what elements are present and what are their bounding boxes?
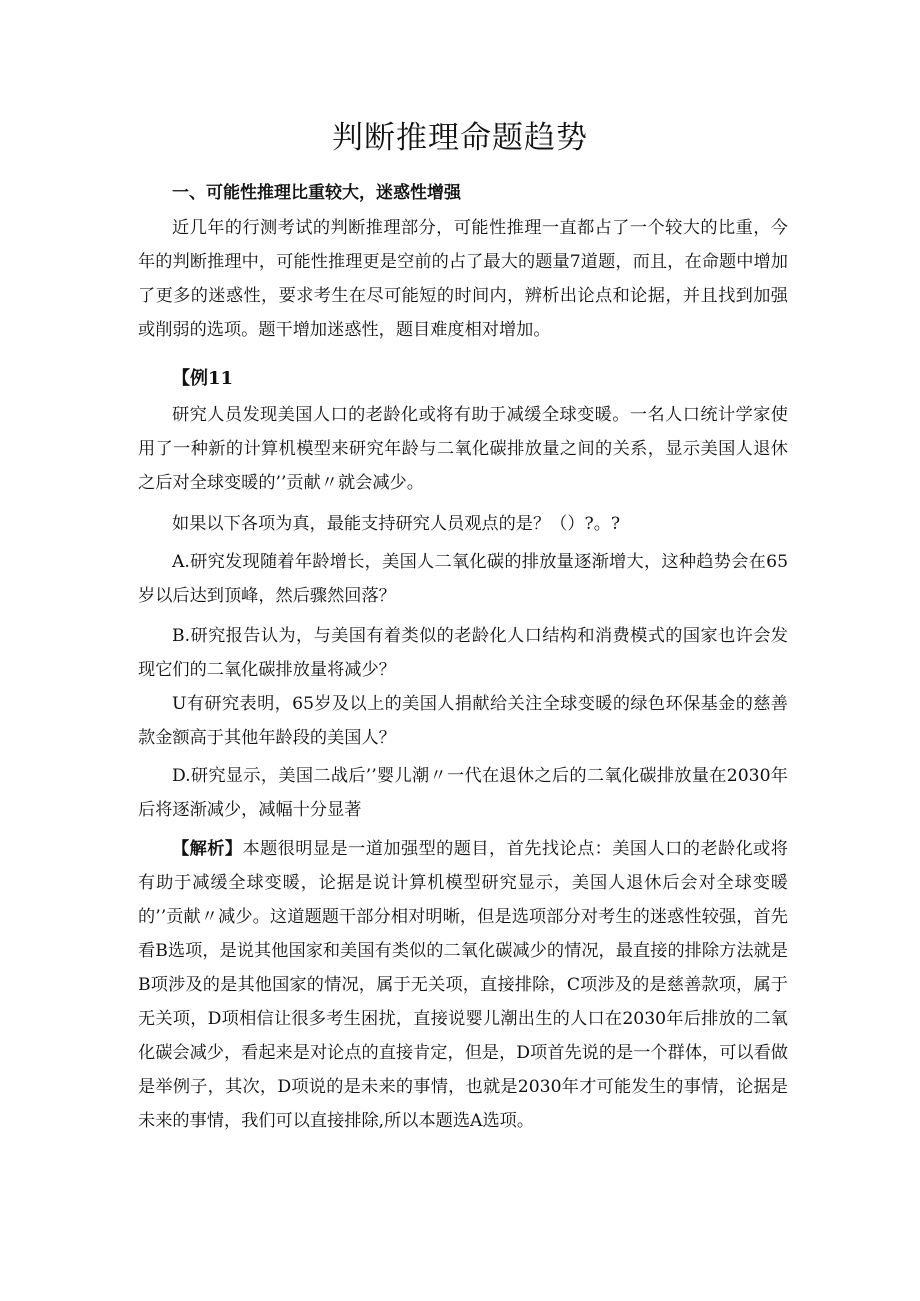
analysis-text: 本题很明显是一道加强型的题目，首先找论点：美国人口的老龄化或将有助于减缓全球变暖，论据是说计算机模型研究显示，美国人退休后会对全球变暖的’’贡献〃减少。这道题题干部分相对明晰，但是选项部分对考生的迷惑性较强，首先看B选项，是说其他国家和美国有类似的二氧化碳减少的情况，最直接的排除方法就是B项涉及的是其他国家的情况，属于无关项，直接排除，C项涉及的是慈善款项，属于无关项，D项相信让很多考生困扰，直接说婴儿潮出生的人口在2030年后排放的二氧化碳会减少，看起来是对论点的直接肯定，但是，D项首先说的是一个群体，可以看做是举例子，其次，D项说的是未来的事情，也就是2030年才可能发生的事情，论据是未来的事情，我们可以直接排除,所以本题选A选项。 [138,839,788,1131]
analysis-paragraph [138,832,788,1138]
analysis-label: 【解析】 [172,839,243,859]
section-heading: 一、可能性推理比重较大，迷惑性增强 [172,183,461,203]
option-b: B.研究报告认为，与美国有着类似的老龄化人口结构和消费模式的国家也许会发现它们的二氧化碳排放量将减少？ [138,626,788,680]
page-title: 判断推理命题趋势 [332,120,588,156]
option-a: A.研究发现随着年龄增长，美国人二氧化碳的排放量逐渐增大，这种趋势会在65岁以后达到顶峰，然后骤然回落？ [138,552,788,606]
example-stem: 研究人员发现美国人口的老龄化或将有助于减缓全球变暖。一名人口统计学家使用了一种新的计算机模型来研究年龄与二氧化碳排放量之间的关系，显示美国人退休之后对全球变暖的’’贡献〃就会减少。 [138,405,788,493]
option-d: D.研究显示，美国二战后’’婴儿潮〃一代在退休之后的二氧化碳排放量在2030年后将逐渐减少，减幅十分显著 [138,766,788,820]
option-c: U有研究表明，65岁及以上的美国人捐献给关注全球变暖的绿色环保基金的慈善款金额高于其他年龄段的美国人？ [138,694,788,748]
question-text: 如果以下各项为真，最能支持研究人员观点的是？（）?。? [172,514,621,534]
intro-paragraph: 近几年的行测考试的判断推理部分，可能性推理一直都占了一个较大的比重，今年的判断推理中，可能性推理更是空前的占了最大的题量7道题，而且，在命题中增加了更多的迷惑性，要求考生在尽可能短的时间内，辨析出论点和论据，并且找到加强或削弱的选项。题干增加迷惑性，题目难度相对增加。 [138,218,788,340]
example-label: 【例11 [172,368,234,389]
